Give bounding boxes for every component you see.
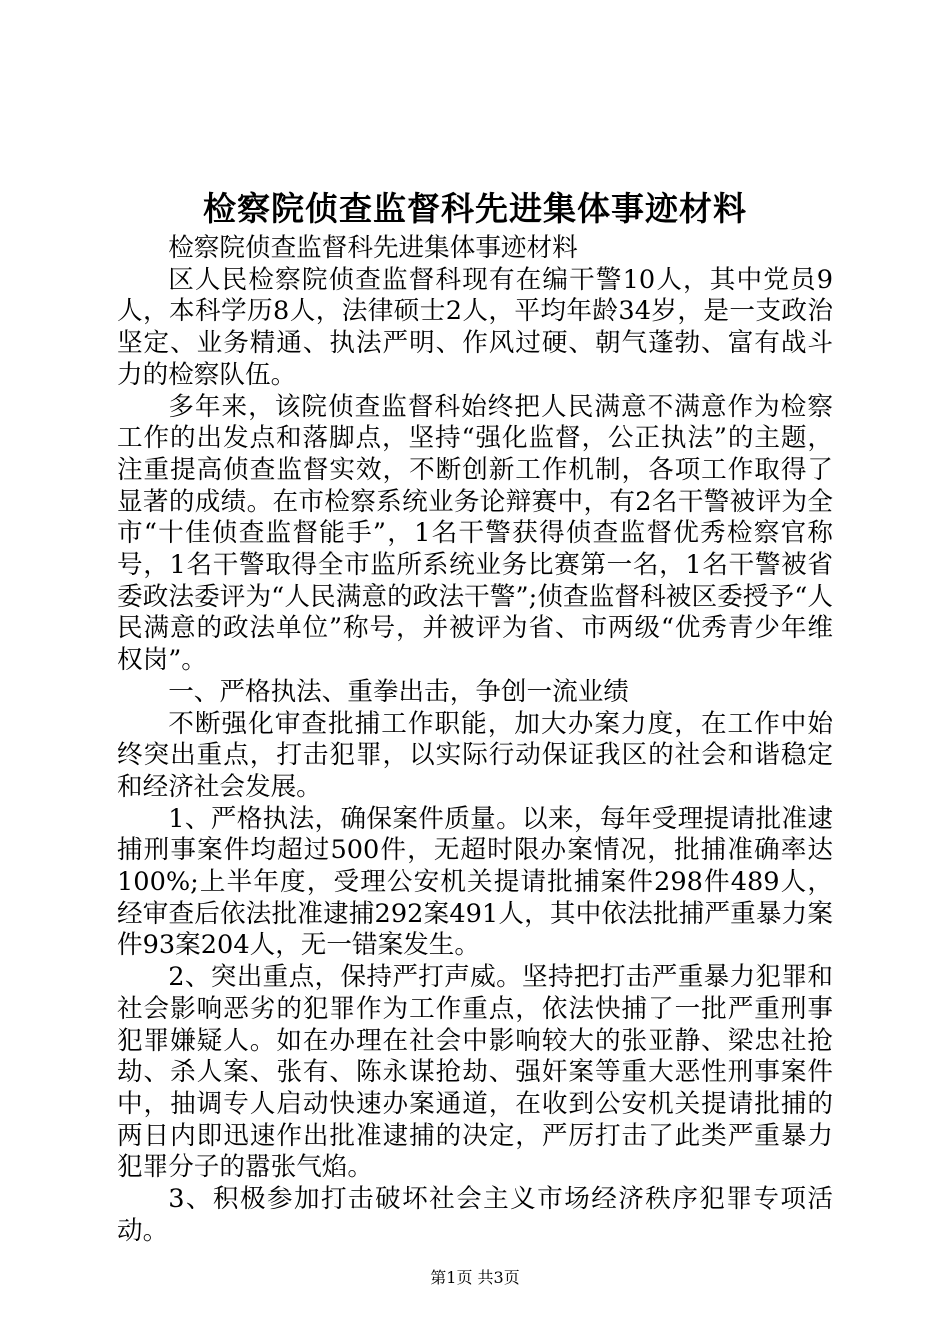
body-paragraph: 1、严格执法，确保案件质量。以来，每年受理提请批准逮捕刑事案件均超过500件，无超时限办案情况，批捕准确率达100%;上半年度，受理公安机关提请批捕案件298件489人，经审查后依法批准逮捕292案491人，其中依法批捕严重暴力案件93案204人，无一错案发生。 (117, 803, 833, 961)
body-paragraph: 区人民检察院侦查监督科现有在编干警10人，其中党员9人，本科学历8人，法律硕士2人，平均年龄34岁，是一支政治坚定、业务精通、执法严明、作风过硬、朝气蓬勃、富有战斗力的检察队伍。 (117, 264, 833, 390)
body-paragraph: 不断强化审查批捕工作职能，加大办案力度，在工作中始终突出重点，打击犯罪，以实际行动保证我区的社会和谐稳定和经济社会发展。 (117, 708, 833, 802)
body-paragraph: 检察院侦查监督科先进集体事迹材料 (168, 233, 578, 263)
document-title: 检察院侦查监督科先进集体事迹材料 (203, 189, 747, 228)
body-paragraph: 3、积极参加打击破坏社会主义市场经济秩序犯罪专项活动。 (117, 1184, 833, 1246)
body-paragraph: 多年来，该院侦查监督科始终把人民满意不满意作为检察工作的出发点和落脚点，坚持“强化监督，公正执法”的主题，注重提高侦查监督实效，不断创新工作机制，各项工作取得了显著的成绩。在市检察系统业务论辩赛中，有2名干警被评为全市“十佳侦查监督能手”，1名干警获得侦查监督优秀检察官称号，1名干警取得全市监所系统业务比赛第一名，1名干警被省委政法委评为“人民满意的政法干警”;侦查监督科被区委授予“人民满意的政法单位”称号，并被评为省、市两级“优秀青少年维权岗”。 (117, 391, 833, 676)
body-paragraph: 2、突出重点，保持严打声威。坚持把打击严重暴力犯罪和社会影响恶劣的犯罪作为工作重点，依法快捕了一批严重刑事犯罪嫌疑人。如在办理在社会中影响较大的张亚静、梁忠社抢劫、杀人案、张有、陈永谋抢劫、强奸案等重大恶性刑事案件中，抽调专人启动快速办案通道，在收到公安机关提请批捕的两日内即迅速作出批准逮捕的决定，严厉打击了此类严重暴力犯罪分子的嚣张气焰。 (117, 962, 833, 1183)
section-heading: 一、严格执法、重拳出击，争创一流业绩 (168, 676, 629, 707)
document-body (117, 233, 833, 1248)
page-footer: 第1页 共3页 (430, 1268, 520, 1287)
